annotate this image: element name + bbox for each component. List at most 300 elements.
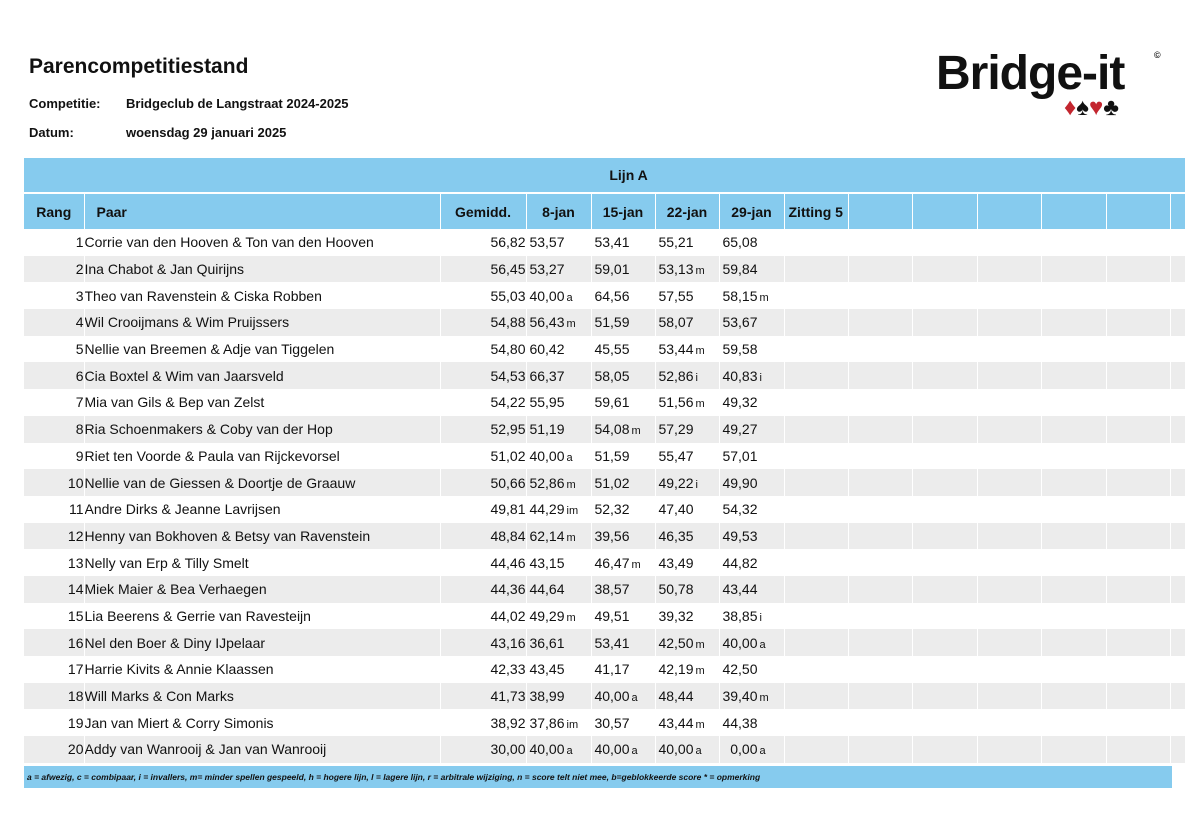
score-value: 0,00 [730, 741, 758, 758]
average-cell: 51,02 [440, 443, 526, 470]
empty-cell [848, 469, 912, 496]
score-cell [655, 736, 719, 763]
score-value: 40,00 [658, 741, 694, 758]
score-cell [719, 416, 784, 443]
pair-cell: Cia Boxtel & Wim van Jaarsveld [84, 362, 440, 389]
score-value: 50,78 [658, 581, 694, 598]
pair-cell: Theo van Ravenstein & Ciska Robben [84, 282, 440, 309]
score-flag: a [695, 745, 702, 758]
club-icon: ♣ [1103, 94, 1119, 121]
empty-cell [912, 362, 977, 389]
table-row [24, 576, 1185, 603]
col-gemidd: Gemidd. [440, 193, 526, 229]
score-value: 42,50 [722, 661, 758, 678]
empty-cell [1041, 229, 1106, 256]
score-cell [655, 282, 719, 309]
table-row [24, 256, 1185, 283]
col-empty [1106, 193, 1170, 229]
score-value: 43,49 [658, 554, 694, 571]
pair-cell: Wil Crooijmans & Wim Pruijssers [84, 309, 440, 336]
pair-cell: Lia Beerens & Gerrie van Ravesteijn [84, 603, 440, 630]
score-cell [526, 282, 591, 309]
heart-icon: ♥ [1089, 94, 1104, 121]
empty-cell [977, 309, 1041, 336]
empty-cell [1106, 629, 1170, 656]
score-cell [591, 282, 655, 309]
score-cell [719, 709, 784, 736]
score-cell [719, 629, 784, 656]
score-flag: a [759, 638, 766, 651]
score-flag: i [695, 478, 698, 491]
score-value: 40,00 [529, 447, 565, 464]
date-line [29, 125, 286, 140]
empty-cell [977, 736, 1041, 763]
col-rang: Rang [24, 193, 84, 229]
empty-cell [784, 576, 848, 603]
empty-cell [784, 549, 848, 576]
empty-cell [912, 336, 977, 363]
col-empty [1041, 193, 1106, 229]
pair-cell: Nellie van de Giessen & Doortje de Graauw [84, 469, 440, 496]
score-cell [655, 256, 719, 283]
score-cell [655, 309, 719, 336]
rank-cell: 13 [24, 549, 84, 576]
score-flag: m [566, 531, 576, 544]
score-cell [526, 389, 591, 416]
score-value: 30,57 [594, 714, 630, 731]
empty-cell [977, 229, 1041, 256]
rank-cell: 1 [24, 229, 84, 256]
empty-cell [1170, 549, 1185, 576]
score-cell [526, 603, 591, 630]
score-value: 44,64 [529, 581, 565, 598]
score-value: 43,44 [722, 581, 758, 598]
score-cell [526, 256, 591, 283]
average-cell: 54,80 [440, 336, 526, 363]
score-flag: m [759, 291, 769, 304]
empty-cell [1106, 496, 1170, 523]
rank-cell: 9 [24, 443, 84, 470]
score-value: 40,00 [529, 741, 565, 758]
empty-cell [912, 389, 977, 416]
empty-cell [1170, 469, 1185, 496]
empty-cell [977, 496, 1041, 523]
score-cell [526, 469, 591, 496]
empty-cell [912, 549, 977, 576]
empty-cell [1106, 576, 1170, 603]
score-cell [526, 309, 591, 336]
empty-cell [1041, 362, 1106, 389]
score-flag: a [566, 451, 573, 464]
score-value: 40,00 [594, 741, 630, 758]
empty-cell [848, 282, 912, 309]
score-value: 60,42 [529, 341, 565, 358]
score-cell [655, 362, 719, 389]
score-flag: m [566, 611, 576, 624]
table-row [24, 362, 1185, 389]
empty-cell [784, 256, 848, 283]
empty-cell [1041, 389, 1106, 416]
score-value: 59,61 [594, 394, 630, 411]
empty-cell [848, 389, 912, 416]
col-empty [1170, 193, 1185, 229]
table-row [24, 469, 1185, 496]
rank-cell: 8 [24, 416, 84, 443]
empty-cell [977, 629, 1041, 656]
empty-cell [1106, 336, 1170, 363]
score-flag: m [695, 265, 705, 278]
score-value: 39,56 [594, 527, 630, 544]
empty-cell [977, 683, 1041, 710]
score-cell [591, 736, 655, 763]
empty-cell [848, 416, 912, 443]
date-label: Datum: [29, 125, 74, 140]
table-row [24, 443, 1185, 470]
empty-cell [848, 603, 912, 630]
score-cell [526, 656, 591, 683]
empty-cell [912, 416, 977, 443]
rank-cell: 20 [24, 736, 84, 763]
empty-cell [912, 256, 977, 283]
score-value: 49,22 [658, 474, 694, 491]
average-cell: 56,82 [440, 229, 526, 256]
empty-cell [977, 362, 1041, 389]
empty-cell [1041, 576, 1106, 603]
standings-table [24, 158, 1185, 763]
average-cell: 41,73 [440, 683, 526, 710]
score-value: 53,44 [658, 341, 694, 358]
empty-cell [977, 576, 1041, 603]
score-value: 53,57 [529, 234, 565, 251]
score-cell [719, 336, 784, 363]
score-cell [526, 416, 591, 443]
empty-cell [1041, 523, 1106, 550]
empty-cell [977, 523, 1041, 550]
score-cell [591, 389, 655, 416]
empty-cell [1041, 629, 1106, 656]
score-cell [719, 256, 784, 283]
empty-cell [1041, 549, 1106, 576]
score-cell [591, 336, 655, 363]
table-row [24, 389, 1185, 416]
rank-cell: 17 [24, 656, 84, 683]
average-cell: 30,00 [440, 736, 526, 763]
score-cell [719, 443, 784, 470]
score-cell [591, 496, 655, 523]
empty-cell [912, 469, 977, 496]
score-cell [591, 683, 655, 710]
score-value: 40,00 [722, 634, 758, 651]
col-15-jan: 15-jan [591, 193, 655, 229]
average-cell: 42,33 [440, 656, 526, 683]
empty-cell [912, 309, 977, 336]
score-cell [526, 709, 591, 736]
score-flag: m [695, 398, 705, 411]
empty-cell [977, 603, 1041, 630]
score-cell [655, 229, 719, 256]
score-cell [526, 549, 591, 576]
empty-cell [1106, 229, 1170, 256]
col-empty [912, 193, 977, 229]
score-value: 49,53 [722, 527, 758, 544]
score-flag: m [566, 318, 576, 331]
score-value: 40,00 [594, 688, 630, 705]
score-value: 51,02 [594, 474, 630, 491]
empty-cell [977, 389, 1041, 416]
score-cell [655, 389, 719, 416]
empty-cell [977, 469, 1041, 496]
score-flag: m [759, 692, 769, 705]
average-cell: 38,92 [440, 709, 526, 736]
empty-cell [1170, 736, 1185, 763]
score-value: 44,29 [529, 501, 565, 518]
score-cell [719, 736, 784, 763]
empty-cell [1041, 496, 1106, 523]
score-cell [526, 336, 591, 363]
table-row [24, 656, 1185, 683]
score-cell [591, 549, 655, 576]
average-cell: 44,02 [440, 603, 526, 630]
empty-cell [784, 683, 848, 710]
score-value: 43,45 [529, 661, 565, 678]
empty-cell [1041, 256, 1106, 283]
score-value: 36,61 [529, 634, 565, 651]
score-cell [591, 229, 655, 256]
empty-cell [1106, 416, 1170, 443]
score-cell [719, 603, 784, 630]
average-cell: 56,45 [440, 256, 526, 283]
score-cell [655, 549, 719, 576]
score-cell [719, 523, 784, 550]
score-cell [526, 736, 591, 763]
empty-cell [784, 443, 848, 470]
competition-value: Bridgeclub de Langstraat 2024-2025 [126, 96, 349, 111]
score-value: 52,86 [658, 367, 694, 384]
score-cell [719, 496, 784, 523]
score-value: 49,29 [529, 607, 565, 624]
empty-cell [1106, 443, 1170, 470]
score-flag: m [695, 665, 705, 678]
empty-cell [784, 336, 848, 363]
empty-cell [912, 282, 977, 309]
average-cell: 54,88 [440, 309, 526, 336]
line-title: Lijn A [24, 158, 1185, 193]
score-value: 52,86 [529, 474, 565, 491]
empty-cell [848, 496, 912, 523]
empty-cell [1041, 469, 1106, 496]
score-value: 39,40 [722, 688, 758, 705]
average-cell: 50,66 [440, 469, 526, 496]
empty-cell [848, 336, 912, 363]
score-value: 51,56 [658, 394, 694, 411]
empty-cell [1170, 603, 1185, 630]
col-8-jan: 8-jan [526, 193, 591, 229]
empty-cell [1170, 683, 1185, 710]
score-value: 55,95 [529, 394, 565, 411]
score-value: 42,19 [658, 661, 694, 678]
col-empty [977, 193, 1041, 229]
score-cell [526, 362, 591, 389]
score-flag: i [759, 611, 762, 624]
rank-cell: 11 [24, 496, 84, 523]
col-paar: Paar [84, 193, 440, 229]
table-row [24, 336, 1185, 363]
score-cell [591, 603, 655, 630]
rank-cell: 7 [24, 389, 84, 416]
table-row [24, 603, 1185, 630]
score-cell [591, 443, 655, 470]
score-value: 41,17 [594, 661, 630, 678]
empty-cell [784, 282, 848, 309]
rank-cell: 4 [24, 309, 84, 336]
empty-cell [848, 549, 912, 576]
pair-cell: Andre Dirks & Jeanne Lavrijsen [84, 496, 440, 523]
score-cell [526, 496, 591, 523]
average-cell: 55,03 [440, 282, 526, 309]
score-cell [655, 629, 719, 656]
rank-cell: 10 [24, 469, 84, 496]
empty-cell [1170, 443, 1185, 470]
score-cell [591, 629, 655, 656]
empty-cell [1041, 282, 1106, 309]
score-value: 66,37 [529, 367, 565, 384]
score-value: 38,57 [594, 581, 630, 598]
score-cell [719, 549, 784, 576]
empty-cell [1170, 229, 1185, 256]
score-value: 57,29 [658, 421, 694, 438]
empty-cell [848, 229, 912, 256]
score-value: 49,27 [722, 421, 758, 438]
score-cell [655, 416, 719, 443]
empty-cell [977, 709, 1041, 736]
empty-cell [1041, 336, 1106, 363]
pair-cell: Ria Schoenmakers & Coby van der Hop [84, 416, 440, 443]
empty-cell [912, 229, 977, 256]
pair-cell: Nelly van Erp & Tilly Smelt [84, 549, 440, 576]
score-cell [719, 229, 784, 256]
empty-cell [1041, 683, 1106, 710]
score-flag: m [631, 425, 641, 438]
empty-cell [784, 469, 848, 496]
empty-cell [848, 683, 912, 710]
empty-cell [977, 336, 1041, 363]
empty-cell [784, 629, 848, 656]
empty-cell [1170, 523, 1185, 550]
pair-cell: Miek Maier & Bea Verhaegen [84, 576, 440, 603]
diamond-icon: ♦ [1064, 94, 1077, 121]
score-cell [591, 656, 655, 683]
score-flag: a [631, 692, 638, 705]
average-cell: 52,95 [440, 416, 526, 443]
rank-cell: 16 [24, 629, 84, 656]
page-title: Parencompetitiestand [29, 55, 249, 78]
score-value: 53,13 [658, 261, 694, 278]
empty-cell [977, 656, 1041, 683]
score-value: 59,84 [722, 261, 758, 278]
score-flag: i [695, 371, 698, 384]
score-flag: a [759, 745, 766, 758]
score-value: 53,27 [529, 261, 565, 278]
empty-cell [1106, 656, 1170, 683]
score-cell [655, 469, 719, 496]
competition-label: Competitie: [29, 96, 101, 111]
score-value: 48,44 [658, 688, 694, 705]
empty-cell [784, 736, 848, 763]
score-cell [655, 709, 719, 736]
table-row [24, 496, 1185, 523]
pair-cell: Mia van Gils & Bep van Zelst [84, 389, 440, 416]
empty-cell [912, 656, 977, 683]
score-value: 55,47 [658, 447, 694, 464]
score-value: 58,05 [594, 367, 630, 384]
empty-cell [1170, 496, 1185, 523]
empty-cell [784, 603, 848, 630]
table-row [24, 309, 1185, 336]
legend: a = afwezig, c = combipaar, i = invallers, m= minder spellen gespeeld, h = hogere lijn, l = lagere lijn, r = arbitrale wijziging, n = score telt niet mee, b=geblokkeerde score * = opmerking [24, 766, 1172, 788]
empty-cell [912, 496, 977, 523]
pair-cell: Addy van Wanrooij & Jan van Wanrooij [84, 736, 440, 763]
score-flag: m [631, 558, 641, 571]
empty-cell [912, 736, 977, 763]
score-cell [526, 523, 591, 550]
pair-cell: Corrie van den Hooven & Ton van den Hooven [84, 229, 440, 256]
score-value: 39,32 [658, 607, 694, 624]
empty-cell [1041, 736, 1106, 763]
empty-cell [784, 416, 848, 443]
empty-cell [977, 549, 1041, 576]
table-row [24, 683, 1185, 710]
score-flag: m [695, 718, 705, 731]
score-cell [591, 416, 655, 443]
score-cell [526, 229, 591, 256]
score-value: 53,41 [594, 234, 630, 251]
table-row [24, 416, 1185, 443]
empty-cell [1041, 443, 1106, 470]
score-cell [719, 683, 784, 710]
empty-cell [912, 576, 977, 603]
score-value: 55,21 [658, 234, 694, 251]
average-cell: 49,81 [440, 496, 526, 523]
score-value: 65,08 [722, 234, 758, 251]
score-value: 49,90 [722, 474, 758, 491]
empty-cell [784, 229, 848, 256]
suits-icon [1064, 95, 1119, 121]
score-value: 58,07 [658, 314, 694, 331]
empty-cell [784, 389, 848, 416]
score-value: 57,01 [722, 447, 758, 464]
table-row [24, 523, 1185, 550]
empty-cell [912, 683, 977, 710]
empty-cell [1170, 576, 1185, 603]
score-cell [719, 469, 784, 496]
average-cell: 44,36 [440, 576, 526, 603]
score-cell [591, 523, 655, 550]
score-cell [719, 656, 784, 683]
empty-cell [1106, 389, 1170, 416]
empty-cell [912, 709, 977, 736]
pair-cell: Riet ten Voorde & Paula van Rijckevorsel [84, 443, 440, 470]
pair-cell: Harrie Kivits & Annie Klaassen [84, 656, 440, 683]
empty-cell [912, 523, 977, 550]
empty-cell [1106, 256, 1170, 283]
empty-cell [1170, 309, 1185, 336]
average-cell: 54,53 [440, 362, 526, 389]
empty-cell [1106, 709, 1170, 736]
empty-cell [1170, 256, 1185, 283]
competition-line [29, 96, 349, 111]
score-cell [655, 576, 719, 603]
table-row [24, 282, 1185, 309]
